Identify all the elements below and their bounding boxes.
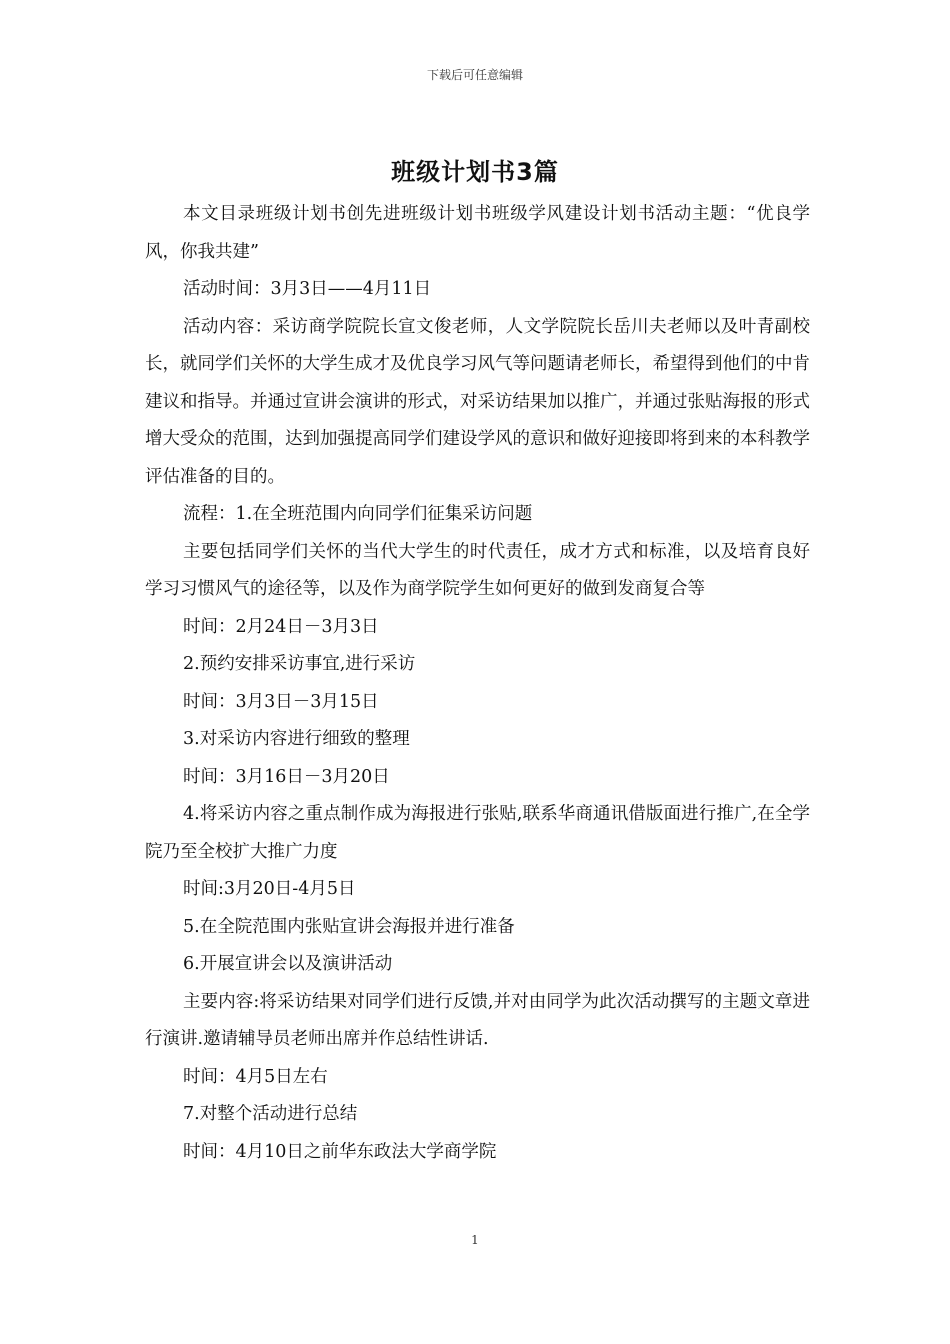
paragraph: 本文目录班级计划书创先进班级计划书班级学风建设计划书活动主题：“优良学风，你我共建” [145, 204, 810, 262]
paragraph: 流程：1.在全班范围内向同学们征集采访问题 [183, 504, 533, 524]
paragraph: 2.预约安排采访事宜,进行采访 [183, 654, 416, 674]
paragraph: 时间：4月5日左右 [183, 1066, 328, 1087]
paragraph: 主要包括同学们关怀的当代大学生的时代责任，成才方式和标准，以及培育良好学习习惯风气的途径等，以及作为商学院学生如何更好的做到发商复合等 [145, 541, 810, 599]
paragraph: 5.在全院范围内张贴宣讲会海报并进行准备 [183, 916, 515, 937]
paragraph: 6.开展宣讲会以及演讲活动 [183, 954, 393, 974]
document-body [145, 196, 810, 1171]
header-note: 下载后可任意编辑 [426, 68, 523, 82]
paragraph: 时间：3月16日－3月20日 [183, 766, 390, 787]
paragraph: 时间：4月10日之前华东政法大学商学院 [183, 1141, 497, 1162]
paragraph: 7.对整个活动进行总结 [183, 1104, 358, 1124]
paragraph: 4.将采访内容之重点制作成为海报进行张贴,联系华商通讯借版面进行推广,在全学院乃至全校扩大推广力度 [145, 804, 810, 862]
document-title: 班级计划书3篇 [391, 158, 559, 186]
paragraph: 时间:3月20日-4月5日 [183, 879, 356, 899]
paragraph: 活动时间：3月3日——4月11日 [183, 279, 432, 299]
paragraph: 活动内容：采访商学院院长宣文俊老师，人文学院院长岳川夫老师以及叶青副校长，就同学们关怀的大学生成才及优良学习风气等问题请老师长，希望得到他们的中肯建议和指导。并通过宣讲会演讲的形式，对采访结果加以推广，并通过张贴海报的形式增大受众的范围，达到加强提高同学们建设学风的意识和做好迎接即将到来的本科教学评估准备的目的。 [145, 316, 810, 487]
page-number: 1 [471, 1233, 479, 1247]
paragraph: 时间：2月24日－3月3日 [183, 616, 379, 637]
paragraph: 时间：3月3日－3月15日 [183, 691, 379, 712]
paragraph: 3.对采访内容进行细致的整理 [183, 729, 410, 749]
paragraph: 主要内容:将采访结果对同学们进行反馈,并对由同学为此次活动撰写的主题文章进行演讲.邀请辅导员老师出席并作总结性讲话. [145, 991, 810, 1049]
